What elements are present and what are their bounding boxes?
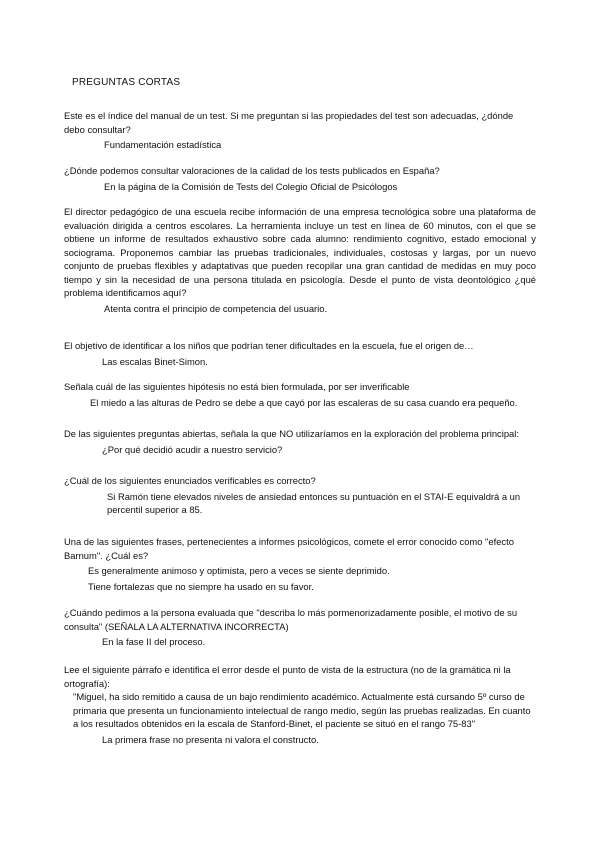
question-text: El objetivo de identificar a los niños que podrían tener dificultades en la escuela, fue el origen de… <box>64 340 474 351</box>
answer-text: Fundamentación estadística <box>104 139 222 150</box>
question-block-10 <box>64 663 536 746</box>
question-block-2 <box>64 164 536 193</box>
answer-text: El miedo a las alturas de Pedro se debe a que cayó por las escaleras de su casa cuando era pequeño. <box>90 396 518 408</box>
answer-text-2: Tiene fortalezas que no siempre ha usado en su favor. <box>88 580 314 592</box>
question-block-5 <box>64 380 536 409</box>
answer-text: En la fase II del proceso. <box>102 636 206 647</box>
question-block-8 <box>64 535 536 593</box>
question-text: ¿Cuándo pedimos a la persona evaluada que "describa lo más pormenorizadamente posible, el motivo de su consulta" (SEÑALA LA ALTERNATIVA INCORRECTA) <box>64 607 518 632</box>
answer-text: En la página de la Comisión de Tests del Colegio Oficial de Psicólogos <box>104 180 398 192</box>
question-text: Lee el siguiente párrafo e identifica el error desde el punto de vista de la estructura (no de la gramática ni la ortografía): <box>64 664 511 689</box>
question-block-1 <box>64 109 536 152</box>
question-text: ¿Dónde podemos consultar valoraciones de la calidad de los tests publicados en España? <box>64 165 440 176</box>
question-block-9 <box>64 606 536 649</box>
question-block-3 <box>64 205 536 315</box>
question-text: El director pedagógico de una escuela recibe información de una empresa tecnológica sobre una plataforma de evaluación dirigida a centros escolares. La herramienta incluye un test en línea de 60 minutos, con el que se obtiene un informe de resultados exhaustivo sobre cada alumno: rendimiento cognitivo, estado emocional y sociograma. Proponemos cambiar las pruebas tradicionales, individuales, costosas y largas, por un nuevo conjunto de pruebas flexibles y adaptativas que pueden recopilar una gran cantidad de medidas en muy poco tiempo y sin la necesidad de una persona titulada en psicología. Desde el punto de vista deontológico ¿qué problema identificamos aquí? <box>64 206 536 298</box>
answer-text: La primera frase no presenta ni valora el constructo. <box>102 733 319 745</box>
question-block-6 <box>64 427 536 456</box>
answer-text: ¿Por qué decidió acudir a nuestro servicio? <box>102 443 283 455</box>
question-text: Señala cuál de las siguientes hipótesis no está bien formulada, por ser inverificable <box>64 381 410 392</box>
answer-text: Es generalmente animoso y optimista, pero a veces se siente deprimido. <box>88 565 390 576</box>
answer-text: Si Ramón tiene elevados niveles de ansiedad entonces su puntuación en el STAI-E equivaldrá a un percentil superior a 85. <box>107 490 521 515</box>
question-block-4 <box>64 339 536 368</box>
answer-text: Las escalas Binet-Simon. <box>102 355 208 367</box>
quoted-paragraph: "Miguel, ha sido remitido a causa de un bajo rendimiento académico. Actualmente está cursando 5º curso de primaria que presenta un funcionamiento intelectual de rango medio, según las pruebas realizadas. En cuanto a los resultados obtenidos en la escala de Stanford-Binet, el paciente se situó en el rango 75-83" <box>73 691 531 729</box>
page-title: PREGUNTAS CORTAS <box>72 77 181 88</box>
question-block-7 <box>64 474 536 517</box>
question-text: Una de las siguientes frases, pertenecientes a informes psicológicos, comete el error conocido como "efecto Barnum". ¿Cuál es? <box>64 536 514 561</box>
question-text: ¿Cuál de los siguientes enunciados verificables es correcto? <box>64 475 316 486</box>
question-text: De las siguientes preguntas abiertas, señala la que NO utilizaríamos en la exploración del problema principal: <box>64 428 519 439</box>
question-text: Este es el índice del manual de un test. Si me preguntan si las propiedades del test son adecuadas, ¿dónde debo consultar? <box>64 110 514 135</box>
answer-text: Atenta contra el principio de competencia del usuario. <box>104 302 328 314</box>
